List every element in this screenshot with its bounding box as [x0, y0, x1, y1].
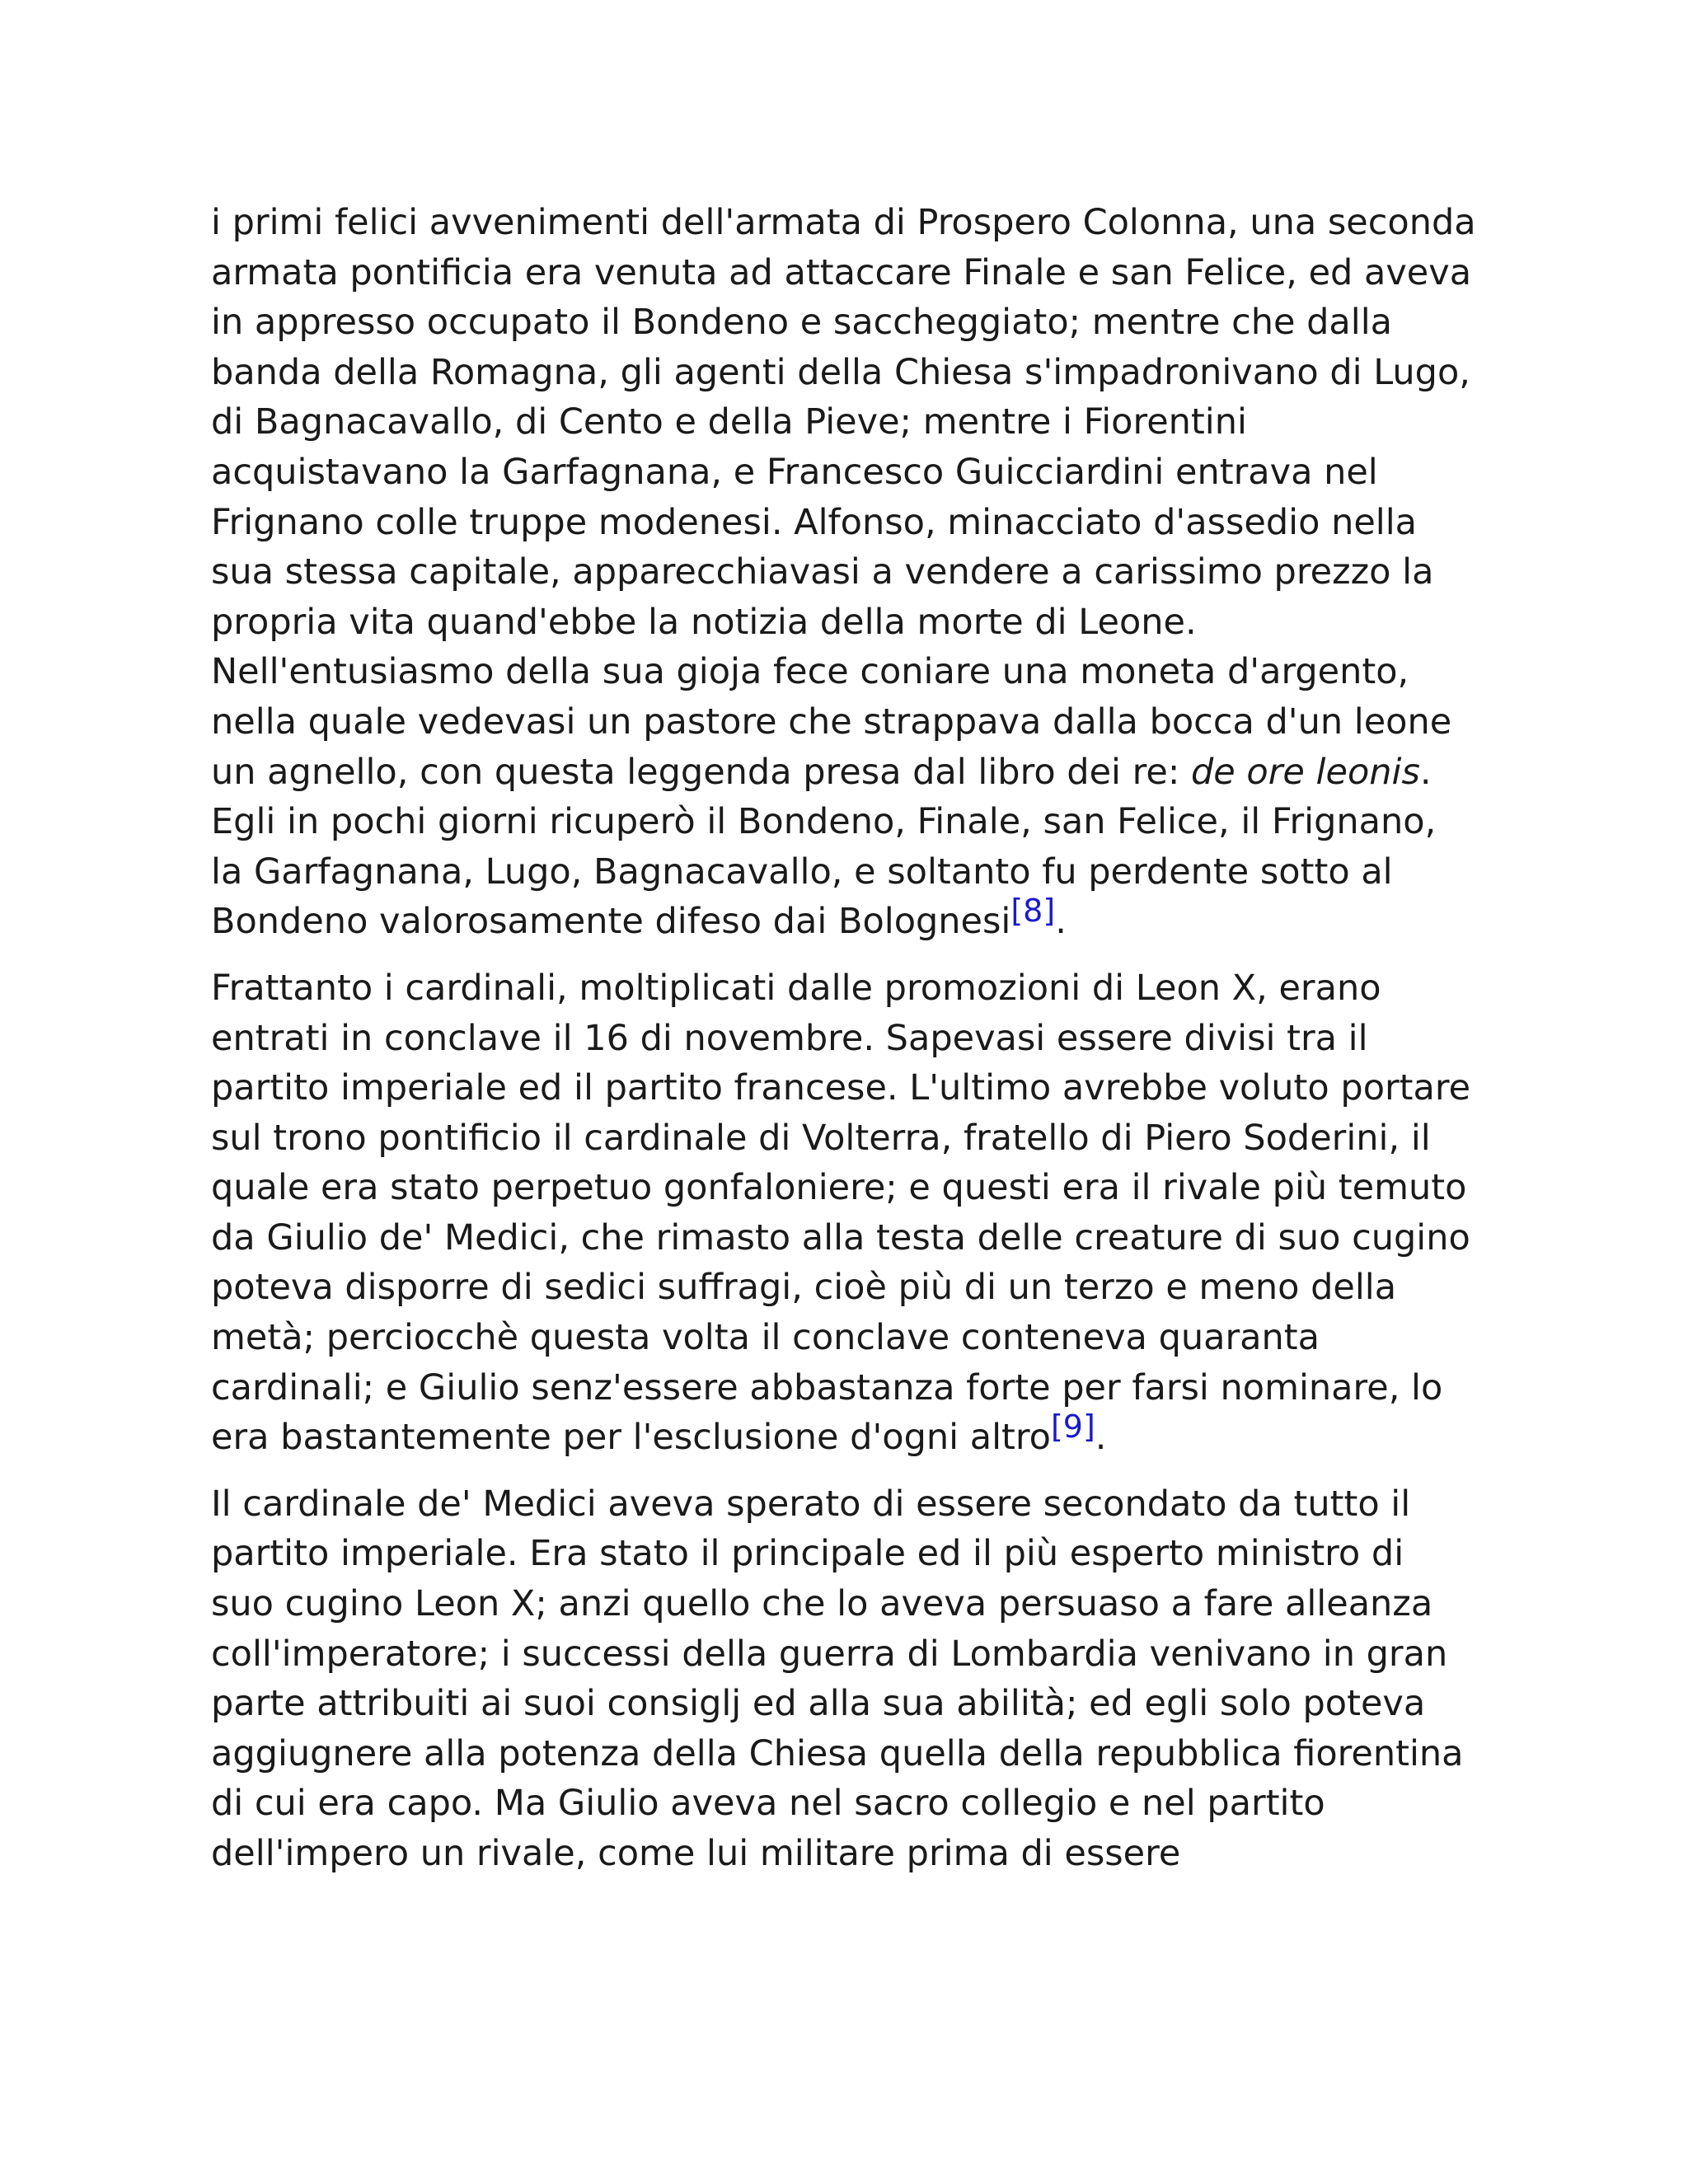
paragraph-3-text: Il cardinale de' Medici aveva sperato di essere secondato da tutto il partito imperiale. Era stato il principale ed il più esperto ministro di suo cugino Leon X; anzi quello che lo aveva persuaso a fare alleanza coll'imperatore; i successi della guerra di Lombardia venivano in gran parte attribuiti ai suoi consiglj ed alla sua abilità; ed egli solo poteva aggiugnere alla potenza della Chiesa quella della repubblica fiorentina di cui era capo. Ma Giulio aveva nel sacro collegio e nel partito dell'impero un rivale, come lui militare prima di essere	[211, 1483, 1464, 1874]
footnote-link-8[interactable]: [8]	[1010, 893, 1056, 930]
paragraph-2-end: .	[1095, 1417, 1107, 1459]
paragraph-1	[211, 198, 1477, 947]
paragraph-1-end: .	[1055, 901, 1067, 943]
footnote-link-9[interactable]: [9]	[1050, 1408, 1095, 1446]
paragraph-3	[211, 1479, 1477, 1879]
paragraph-2-text: Frattanto i cardinali, moltiplicati dalle promozioni di Leon X, erano entrati in conclave il 16 di novembre. Sapevasi essere divisi tra il partito imperiale ed il partito francese. L'ultimo avrebbe voluto portare sul trono pontificio il cardinale di Volterra, fratello di Piero Soderini, il quale era stato perpetuo gonfaloniere; e questi era il rivale più temuto da Giulio de' Medici, che rimasto alla testa delle creature di suo cugino poteva disporre di sedici suffragi, cioè più di un terzo e meno della metà; perciocchè questa volta il conclave conteneva quaranta cardinali; e Giulio senz'essere abbastanza forte per farsi nominare, lo era bastantemente per l'esclusione d'ogni altro	[211, 967, 1471, 1459]
paragraph-2	[211, 963, 1477, 1463]
paragraph-1-text: i primi felici avvenimenti dell'armata di Prospero Colonna, una seconda armata pontificia era venuta ad attaccare Finale e san Felice, ed aveva in appresso occupato il Bondeno e saccheggiato; mentre che dalla banda della Romagna, gli agenti della Chiesa s'impadronivano di Lugo, di Bagnacavallo, di Cento e della Pieve; mentre i Fiorentini acquistavano la Garfagnana, e Francesco Guicciardini entrava nel Frignano colle truppe modenesi. Alfonso, minacciato d'assedio nella sua stessa capitale, apparecchiavasi a vendere a carissimo prezzo la propria vita quand'ebbe la notizia della morte di Leone. Nell'entusiasmo della sua gioja fece coniare una moneta d'argento, nella quale vedevasi un pastore che strappava dalla bocca d'un leone un agnello, con questa leggenda presa dal libro dei re:	[211, 202, 1476, 793]
document-page	[211, 198, 1477, 1896]
italic-quote: de ore leonis	[1191, 751, 1420, 793]
paragraph-1-text-continued: . Egli in pochi giorni ricuperò il Bondeno, Finale, san Felice, il Frignano, la Garfagnana, Lugo, Bagnacavallo, e soltanto fu perdente sotto al Bondeno valorosamente difeso dai Bolognesi	[211, 751, 1437, 943]
